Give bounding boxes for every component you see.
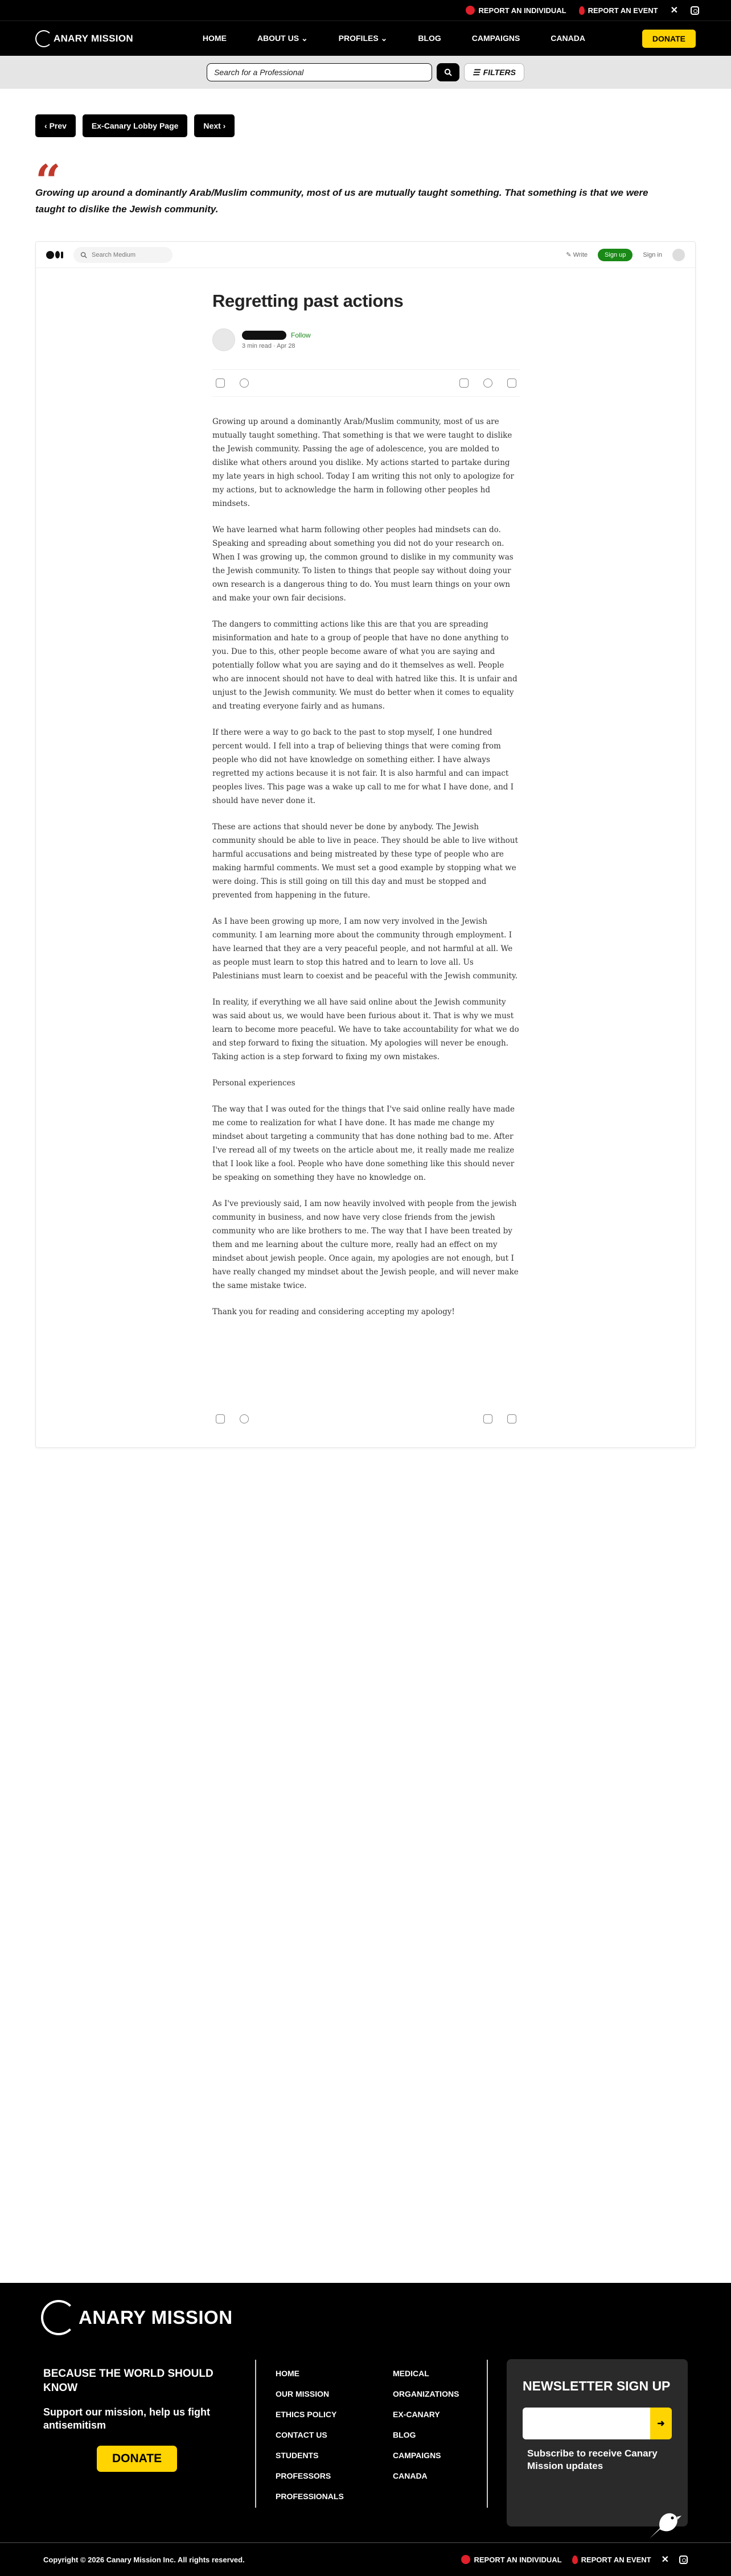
top-utility-bar [0, 0, 731, 20]
article-subheading: Personal experiences [212, 1079, 295, 1088]
next-button[interactable] [194, 114, 235, 137]
chevron-down-icon: ⌄ [380, 34, 388, 43]
copyright-text: Copyright © 2026 Canary Mission Inc. All rights reserved. [43, 2555, 245, 2564]
article-paragraph: The way that I was outed for the things that I've said online really have made me come to realization for what I have done. It has made me change my mindset about targeting a community that has done nothing bad to me. After I've reread all of my tweets on the article about me, it really made me realize that I look like a fool. People who have done something like this should never be speaking on something they have no knowledge on. [212, 1105, 515, 1182]
share-icon[interactable] [507, 378, 516, 388]
nav-profiles[interactable] [323, 34, 403, 43]
nav-profiles-label: PROFILES [338, 34, 379, 43]
bookmark-icon[interactable] [483, 1414, 492, 1423]
footer-tagline: BECAUSE THE WORLD SHOULD KNOW [43, 2368, 213, 2394]
nav-blog[interactable]: BLOG [418, 34, 441, 43]
medium-header-actions [566, 249, 685, 261]
footer-divider [255, 2360, 256, 2508]
site-logo[interactable] [35, 30, 133, 47]
site-footer [0, 2283, 731, 2576]
search-placeholder: Search for a Professional [214, 68, 304, 77]
profile-pager [35, 114, 235, 137]
nav-about-us-label: ABOUT US [257, 34, 299, 43]
nav-canada[interactable]: CANADA [551, 34, 585, 43]
nav-home[interactable]: HOME [202, 34, 227, 43]
footer-logo-text: ANARY MISSION [79, 2307, 233, 2328]
filters-button[interactable] [464, 63, 524, 81]
footer-link-ex-canary[interactable]: EX-CANARY [393, 2410, 440, 2419]
clap-icon[interactable] [216, 1414, 225, 1423]
report-individual-link[interactable] [466, 6, 566, 15]
footer-link-canada[interactable]: CANADA [393, 2471, 428, 2480]
x-icon[interactable]: ✕ [670, 6, 678, 15]
newsletter-form [523, 2408, 672, 2439]
footer-links-col-1 [276, 2363, 344, 2507]
user-avatar-icon[interactable] [672, 249, 685, 261]
profile-quote: Growing up around a dominantly Arab/Muslim community, most of us are mutually taught something. That something is that we were taught to dislike the Jewish community. [35, 187, 648, 215]
footer-link-our-mission[interactable]: OUR MISSION [276, 2389, 330, 2398]
article-paragraph: Growing up around a dominantly Arab/Muslim community, most of us are mutually taught something. That something is that we were taught to dislike the Jewish community. Passing the age of adolescence, you are molded to dislike what others around you dislike. My actions started to partake during my late years in high school. Today I am writing this not only to apologize for my actions, but to acknowledge the harm in following other peoples hd mindsets. [212, 417, 514, 508]
article-paragraph: If there were a way to go back to the past to stop myself, I one hundred percent would. I fell into a trap of believing things that were coming from people who did not have knowledge on something either. I have always regretted my actions because it is not fair. It is also harmful and can impact peoples lives. This page was a wake up call to me for what I have done, and I should have never done it. [212, 728, 514, 805]
medium-article-embed [35, 241, 696, 1448]
sign-in-link[interactable]: Sign in [643, 251, 662, 258]
article-bottom-actions [212, 1414, 520, 1423]
article-paragraph: In reality, if everything we all have said online about the Jewish community was said about us, we would have been furious about it. That is why we must learn to become more peaceful. We have to take accountability for what we do and step forward to fixing the situation. My apologies will never be enough. Taking action is a step forward to fixing my own mistakes. [212, 998, 519, 1061]
newsletter-text: Subscribe to receive Canary Mission updates [527, 2448, 658, 2471]
article-paragraph: Thank you for reading and considering accepting my apology! [212, 1307, 455, 1316]
canary-bird-icon [644, 2503, 684, 2543]
report-event-label: REPORT AN EVENT [588, 6, 658, 15]
write-label: Write [573, 252, 588, 258]
medium-search-placeholder: Search Medium [92, 251, 136, 258]
person-alert-icon [461, 2555, 470, 2564]
instagram-icon[interactable] [679, 2556, 688, 2564]
report-event-link[interactable] [579, 6, 658, 15]
share-icon[interactable] [507, 1414, 516, 1423]
sign-up-button[interactable]: Sign up [598, 249, 633, 261]
medium-header [36, 242, 695, 268]
bookmark-icon[interactable] [459, 378, 469, 388]
next-label: Next [203, 121, 221, 130]
footer-link-ethics-policy[interactable]: ETHICS POLICY [276, 2410, 337, 2419]
footer-link-organizations[interactable]: ORGANIZATIONS [393, 2389, 459, 2398]
article-title: Regretting past actions [212, 291, 404, 311]
filters-icon: ☰ [473, 67, 480, 77]
article-meta: 3 min read · Apr 28 [242, 343, 295, 349]
filters-label: FILTERS [483, 68, 516, 77]
chevron-down-icon: ⌄ [301, 34, 308, 43]
footer-report-event-link[interactable] [572, 2556, 651, 2564]
comment-icon[interactable] [240, 1414, 249, 1423]
article-paragraph: As I have been growing up more, I am now very involved in the Jewish community. I am learning more about the community through employment. I have learned that they are a very peaceful people, and not harmful at all. We as people must learn to stop this hatred and to learn to love all. Us Palestinians must learn to coexist and be peaceful with the Jewish community. [212, 917, 518, 981]
canary-logo-icon [35, 30, 52, 47]
newsletter-submit-button[interactable] [650, 2408, 672, 2439]
footer-link-blog[interactable]: BLOG [393, 2430, 416, 2439]
follow-link[interactable]: Follow [291, 331, 311, 339]
newsletter-title: NEWSLETTER SIGN UP [523, 2379, 671, 2393]
newsletter-box [507, 2359, 688, 2526]
report-individual-label: REPORT AN INDIVIDUAL [478, 6, 566, 15]
prev-button[interactable] [35, 114, 76, 137]
footer-report-individual-label: REPORT AN INDIVIDUAL [474, 2555, 562, 2564]
nav-links [187, 34, 601, 43]
quote-mark-icon: “ [35, 155, 61, 207]
logo-text: ANARY MISSION [54, 32, 133, 44]
main-nav [0, 20, 731, 56]
article-paragraph: As I've previously said, I am now heavily involved with people from the jewish community in business, and now have very close friends from the jewish community who are like brothers to me. The way that I have been treated by them and me learning about the culture more, really had an effect on my mindset about jewish people. Once again, my apologies are not enough, but I have really changed my mindset about the Jewish people, and will never make the same mistake twice. [212, 1199, 519, 1290]
nav-about-us[interactable] [242, 34, 323, 43]
search-bar [0, 56, 731, 89]
article-paragraph: The dangers to committing actions like this are that you are spreading misinformation and hate to a group of people that have no done anything to you. Due to this, other people become aware of what you are saying and potentially follow what you are saying and do it themselves as well. People who are innocent should not have to deal with hatred like this. It is unfair and unjust to the Jewish community. We must do better when it comes to equality and treating everyone fairly and as humans. [212, 620, 518, 711]
prev-label: Prev [49, 121, 67, 130]
article-paragraph: These are actions that should never be done by anybody. The Jewish community should be able to live in peace. They should be able to live without harmful accusations and being mistreated by these type of people who are making harmful comments. We must set a good example by stopping what we were doing. This is still going on till this day and must be stopped and prevented from happening in the future. [212, 822, 518, 900]
nav-campaigns[interactable]: CAMPAIGNS [471, 34, 520, 43]
newsletter-email-input[interactable] [523, 2408, 650, 2439]
medium-logo-icon[interactable] [46, 251, 63, 259]
footer-link-campaigns[interactable]: CAMPAIGNS [393, 2451, 441, 2460]
play-icon[interactable] [483, 378, 492, 388]
footer-report-event-label: REPORT AN EVENT [581, 2555, 651, 2564]
author-name-redacted[interactable] [242, 331, 286, 340]
footer-link-medical[interactable]: MEDICAL [393, 2369, 429, 2378]
person-alert-icon [466, 6, 475, 15]
edit-icon: ✎ [566, 252, 572, 258]
chevron-right-icon: › [220, 121, 226, 130]
article-actions [212, 369, 520, 397]
footer-link-professionals[interactable]: PROFESSIONALS [276, 2492, 344, 2501]
search-icon [80, 252, 87, 258]
flame-icon [579, 6, 585, 15]
search-button[interactable] [437, 63, 459, 81]
instagram-icon[interactable] [691, 6, 699, 15]
donate-button[interactable]: DONATE [642, 30, 696, 48]
footer-report-individual-link[interactable] [461, 2555, 561, 2564]
flame-icon [572, 2556, 578, 2564]
footer-link-contact-us[interactable]: CONTACT US [276, 2430, 327, 2439]
footer-link-home[interactable]: HOME [276, 2369, 299, 2378]
medium-search-input[interactable] [73, 247, 173, 263]
footer-bottom-links [461, 2554, 688, 2565]
comment-icon[interactable] [240, 378, 249, 388]
footer-link-students[interactable]: STUDENTS [276, 2451, 319, 2460]
author-avatar[interactable] [212, 328, 235, 351]
author-row [212, 327, 520, 352]
write-link[interactable] [566, 251, 588, 258]
article-paragraph: We have learned what harm following other peoples had mindsets can do. Speaking and spreading about something you did not do your research on. When I was growing up, the common ground to dislike in my community was the Jewish community. To listen to things that people say without doing your own research is a dangerous thing to do. You must learn things on your own and make your own fair decisions. [212, 525, 514, 603]
article-body [212, 415, 520, 1319]
footer-bottom-bar [0, 2542, 731, 2576]
x-icon[interactable]: ✕ [661, 2555, 669, 2565]
chevron-left-icon: ‹ [44, 121, 50, 130]
search-icon [444, 68, 452, 76]
canary-logo-icon [41, 2300, 76, 2335]
search-input[interactable] [207, 63, 432, 81]
footer-link-professors[interactable]: PROFESSORS [276, 2471, 331, 2480]
lobby-button[interactable]: Ex-Canary Lobby Page [83, 114, 188, 137]
arrow-right-icon: ➜ [657, 2419, 665, 2429]
article [212, 291, 520, 1331]
footer-donate-button[interactable]: DONATE [97, 2446, 177, 2472]
footer-support-text: Support our mission, help us fight antisemitism [43, 2406, 210, 2431]
clap-icon[interactable] [216, 378, 225, 388]
footer-logo[interactable] [41, 2300, 233, 2335]
footer-links-col-2 [393, 2363, 459, 2486]
footer-divider [487, 2360, 488, 2508]
